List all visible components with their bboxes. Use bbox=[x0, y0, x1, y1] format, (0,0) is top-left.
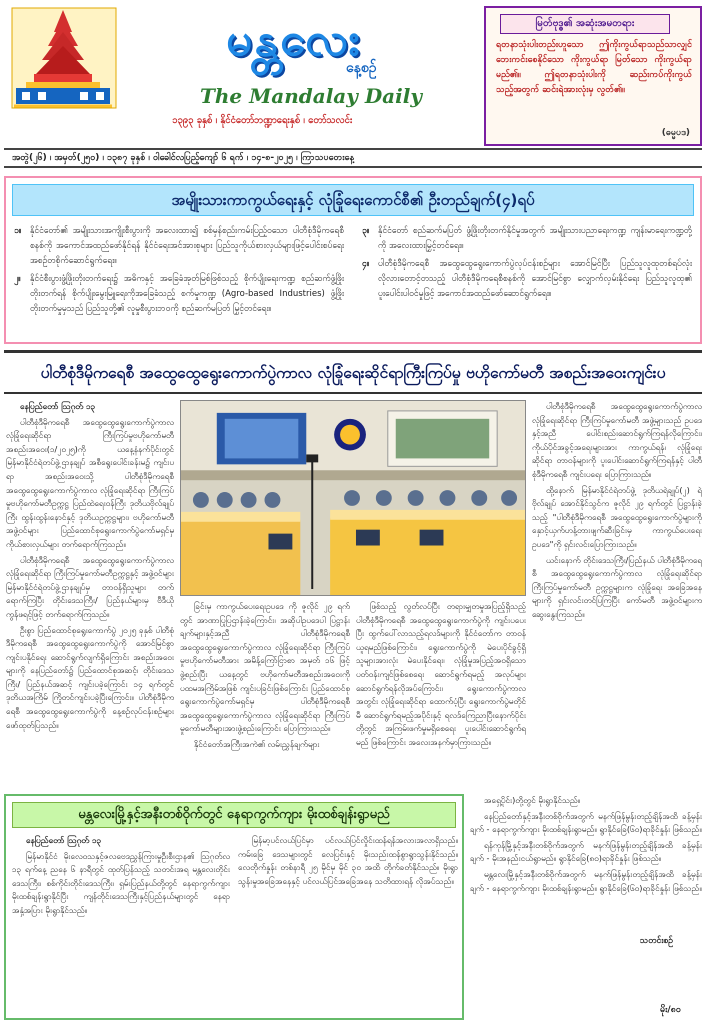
weather-signature: မိုး/၈၀ bbox=[660, 1005, 681, 1015]
paragraph: မြန်မာနိုင်ငံ မိုးလေဝသနှင့်ဇလဗေဒညွှန်ကြားမှုဦးစီးဌာန၏ ဩဂုတ်လ ၁၃ ရက်နေ့ ညနေ ၆ နာရီတွင် ထုတ်ပြန်သည့် သတင်းအရ မန္တလေးတိုင်းဒေသကြီး၊ စစ်ကိုင်းတိုင်းဒေသကြီး၊ ရှမ်းပြည်နယ်တို့တွင် နေရာကွက်ကျား မိုးထစ်ချန်းရွာနိုင်ပြီး ကျန်တိုင်းဒေသကြီးနှင့်ပြည်နယ်များတွင် နေရာအနှံ့အပြား မိုးရွာနိုင်သည်။ bbox=[12, 850, 230, 915]
policy-column-right bbox=[362, 224, 692, 305]
paragraph: မန္တလေးမြို့နှင့်အနီးတစ်ဝိုက်အတွက် မနက်ဖြန်မွန်းတည့်ချိန်အထိ ခန့်မှန်းချက် - နေရာကွက်ကျား မိုးထစ်ချန်းရွာမည်။ ရွာနိုင်ခြေ(၆၀)ရာခိုင်နှုန်း ဖြစ်သည်။ bbox=[470, 868, 702, 893]
meeting-photo bbox=[180, 400, 526, 596]
masthead bbox=[4, 2, 702, 172]
buddha-quote-box bbox=[484, 6, 702, 146]
paragraph: ပါတီစုံဒီမိုကရေစီ အထွေထွေရွေးကောက်ပွဲကာလ လုံခြုံရေးဆိုင်ရာ ကြီးကြပ်မှုကော်မတီ အဖွဲ့များသည် ဥပဒေနှင့်အညီ ပေါင်းစည်းဆောင်ရွက်ကြရန်လိုကြောင်း၊ ကိုယ်ပိုင်အခွင့်အရေးများအား ကာကွယ်ရန်၊ လုံခြုံရေးဆိုင်ရာ တာဝန်များကို ပူးပေါင်းဆောင်ရွက်ကြရန်နှင့် ပါတီစုံဒီမိုကရေစီ ကျင်းပရေး ပြောကြားသည်။ bbox=[532, 401, 702, 479]
masthead-title-english: The Mandalay Daily bbox=[200, 84, 422, 108]
weather-dateline: နေပြည်တော် ဩဂုတ် ၁၃ bbox=[26, 835, 102, 845]
paragraph: ခြင်းမှ ကာကွယ်ပေးရေးဥပဒေ ကို ဇူလိုင် ၂၉ ရက်တွင် အာဏာပြုပြဌာန်းခဲ့ကြောင်း၊ အဆိုပါဥပဒေပါ ပြဋ္ဌာန်းချက်များနှင့်အညီ ပါတီစုံဒီမိုကရေစီ အထွေထွေရွေးကောက်ပွဲကာလ လုံခြုံရေးဆိုင်ရာ ကြီးကြပ်မှုဗဟိုကော်မတီအား အမိန့်ကြော်ငြာစာ အမှတ် ၁၆ ဖြင့် ဖွဲ့စည်းပြီး ယနေ့တွင် ဗဟိုကော်မတီအစည်းအဝေးကို ပထမအကြိမ်အဖြစ် ကျင်းပခြင်းဖြစ်ကြောင်း ပြည်ထောင်စုရွေးကောက်ပွဲကော်မရှင်မှ ပါတီစုံဒီမိုကရေစီ အထွေထွေရွေးကောက်ပွဲကာလ လုံခြုံရေးဆိုင်ရာ ကြီးကြပ်မှုကော်မတီများအားဖွဲ့စည်းကြောင်း ပြောကြားသည်။ bbox=[180, 601, 350, 734]
palace-crest-logo bbox=[4, 2, 122, 120]
main-story-column-2 bbox=[180, 600, 350, 786]
paragraph: မြန်မာ့ပင်လယ်ပြင်မှာ ပင်လယ်ပြင်လှိုင်းထန်ရန်အလားအလာရှိသည်။ ကမ်းခြေ ဒေသများတွင် လေပြင်းနှင့် မိုးသည်းထန်စွာရွာသွန်းနိုင်သည်။ လေတိုက်နှုန်း တစ်နာရီ ၂၅ မိုင်မှ မိုင် ၃၀ အထိ တိုက်ခတ်နိုင်သည်။ မိုးရွာသွန်းမှုအခြေအနေနှင့် ပင်လယ်ပြင်အခြေအနေ သတိထားရန် လိုအပ်သည်။ bbox=[238, 835, 458, 886]
masthead-subtitle: နေ့စဉ် bbox=[346, 60, 377, 76]
weather-headline: မန္တလေးမြို့နှင့်အနီးတစ်ဝိုက်တွင် နေရာကွက်ကျား မိုးထစ်ချန်းရွာမည် bbox=[12, 802, 456, 828]
subhead: နိုင်ငံတော်အကြီးအကဲ၏ လမ်းညွှန်ချက်များ bbox=[194, 738, 320, 749]
main-dateline: နေပြည်တော် ဩဂုတ် ၁၃ bbox=[20, 401, 96, 411]
policy-objectives-box bbox=[4, 176, 702, 344]
weather-story-box bbox=[4, 794, 464, 1020]
main-story-column-3 bbox=[356, 600, 526, 786]
divider bbox=[4, 350, 702, 353]
paragraph: အရှေ့ပိုင်း)တို့တွင် မိုးရွာနိုင်သည်။ bbox=[484, 795, 581, 805]
policy-column-left bbox=[14, 224, 344, 320]
issue-info-bar: အတွဲ(၂၆) ၊ အမှတ်(၂၅၀) ၊ ၁၃၈၇ ခုနှစ် ၊ ဝါခေါင်လပြည့်ကျော် ၆ ရက် ၊ ၁၄-၈-၂၀၂၅ ၊ ကြာသပတေးနေ့ bbox=[4, 148, 702, 168]
paragraph: ပါတီစုံဒီမိုကရေစီ အထွေထွေရွေးကောက်ပွဲကာလ လုံခြုံရေးဆိုင်ရာ ကြီးကြပ်မှုဗဟိုကော်မတီ အစည်းအဝေး(၁/၂၀၂၅)ကို ယနေ့နံနက်ပိုင်းတွင် မြန်မာနိုင်ငံရဲတပ်ဖွဲ့ဌာနချုပ် အစီရွေးပေါင်းခန်းမ၌ ကျင်းပရာ အစည်းအဝေးသို့ ပါတီစုံဒီမိုကရေစီ အထွေထွေရွေးကောက်ပွဲကာလ လုံခြုံရေးဆိုင်ရာ ကြီးကြပ်မှုဗဟိုကော်မတီဥက္ကဋ္ဌ ပြည်ထဲရေးဝန်ကြီး ဒုတိယဗိုလ်ချုပ်ကြီး ထွန်းထွန်းနောင်နှင့် ဒုတိယဥက္ကဋ္ဌများ၊ ဗဟိုကော်မတီ အဖွဲ့ဝင်များ ပြည်ထောင်စုရွေးကောက်ပွဲကော်မရှင်မှ ကိုယ်စားလှယ်များ တက်ရောက်ကြသည်။ bbox=[6, 416, 174, 549]
policy-item: ၃။ နိုင်ငံတော် စည်ဆက်မပြတ် ဖွံ့ဖြိုးတိုးတက်နိုင်မှုအတွက် အမျိုးသားပညာရေးကဏ္ဍ ကျန်းမာရေးကဏ္ဍတို့ကို အလေးထားမြှင့်တင်ရေး။ bbox=[362, 226, 692, 251]
weather-column-1 bbox=[12, 834, 230, 1014]
policy-heading: အမျိုးသားကာကွယ်ရေးနှင့် လုံခြုံရေးကောင်စီ၏ ဦးတည်ချက်(၄)ရပ် bbox=[12, 184, 694, 216]
quote-source: (ဓမ္မပဒ) bbox=[661, 128, 690, 138]
paragraph: ပါတီစုံဒီမိုကရေစီ အထွေထွေရွေးကောက်ပွဲကာလ လုံခြုံရေးဆိုင်ရာ ကြီးကြပ်မှုကော်မတီဥက္ကဋ္ဌနှင့် အဖွဲ့ဝင်များ မြန်မာနိုင်ငံရဲတပ်ဖွဲ့ဌာနချုပ်မှ တာဝန်ရှိသူများ တက်ရောက်ကြပြီး တိုင်းဒေသကြီး/ ပြည်နယ်များမှ ဗီဒီယိုကွန်ဖရင့်ဖြင့် တက်ရောက်ကြသည်။ bbox=[6, 554, 174, 619]
paragraph: ထို့နောက် မြန်မာနိုင်ငံရဲတပ်ဖွဲ့ ဒုတိယရဲချုပ်(၂) ရဲဗိုလ်ချုပ် အောင်နိုင်သွင်က ဇူလိုင် ၂၉ ရက်တွင် ပြဋ္ဌာန်းခဲ့သည့် "ပါတီစုံဒီမိုကရေစီ အထွေထွေရွေးကောက်ပွဲများကို နှောင့်ယှက်ဟန့်တားဖျက်ဆီးခြင်းမှ ကာကွယ်ပေးရေးဥပဒေ"ကို ရှင်းလင်းပြောကြားသည်။ bbox=[532, 484, 702, 549]
main-signature: သတင်းစဉ် bbox=[640, 936, 673, 946]
paragraph: ရန်ကုန်မြို့နှင့်အနီးတစ်ဝိုက်အတွက် မနက်ဖြန်မွန်းတည့်ချိန်အထိ ခန့်မှန်းချက် - မိုးအနည်းငယ်ရွာမည်။ ရွာနိုင်ခြေ(၈၀)ရာခိုင်နှုန်း ဖြစ်သည်။ bbox=[470, 839, 702, 864]
masthead-title-myanmar: မန္တလေး bbox=[226, 12, 362, 66]
quote-title: မြတ်ဗုဒ္ဓ၏ အဆုံးအမတရား bbox=[500, 14, 670, 34]
quote-body: ရတနာသုံးပါးတည်းဟူသော ဤကိုးကွယ်ရာသည်သာလျှင် ဘေးကင်းစေနိုင်သော ကိုးကွယ်ရာ မြတ်သော ကိုးကွယ်ရာမည်၏။ ဤရတနာသုံးပါးကို ဆည်းကပ်ကိုးကွယ်သည့်အတွက် ဆင်းရဲအားလုံးမှ လွတ်၏။ bbox=[496, 40, 692, 95]
policy-item: ၁။ နိုင်ငံတော်၏ အမျိုးသားအကျိုးစီးပွားကို အလေးထား၍ စစ်မှန်စည်းကမ်းပြည့်ဝသော ပါတီစုံဒီမိုကရေစီစနစ်ကို အကောင်အထည်ဖော်နိုင်ရန် နိုင်ငံရေးအင်အားစုများ ပြည်သူကိုယ်စားလှယ်များဖြင့်ပေါင်းစပ်ရေး အစဉ်တစိုက်ဆောင်ရွက်ရေး။ bbox=[14, 226, 344, 266]
main-story-column-1 bbox=[6, 400, 174, 786]
policy-item: ၄။ ပါတီစုံဒီမိုကရေစီ အထွေထွေရွေးကောက်ပွဲလုပ်ငန်းစဉ်များ အောင်မြင်ပြီး ပြည်သူလူထုတစ်ရပ်လုံး လိုလားတောင့်တသည့် ပါတီစုံဒီမိုကရေစီစနစ်ကို အောင်မြင်စွာ လျှောက်လှမ်းနိုင်ရေး ပြည်သူလူထု၏ ပူးပေါင်းပါဝင်မှုဖြင့် အကောင်အထည်ဖော်ဆောင်ရွက်ရေး။ bbox=[362, 259, 692, 299]
paragraph: ဖြစ်သည့် လွတ်လပ်ပြီး တရားမျှတမှုအပြည့်ရှိသည့် ပါတီစုံဒီမိုကရေစီ အထွေထွေရွေးကောက်ပွဲကို ကျင်းပပေးပြီး ထွက်ပေါ်လာသည့်ရလဒ်များကို နိုင်ငံတော်က တာဝန်ယူရမည်ဖြစ်ကြောင်း၊ ရွေးကောက်ပွဲကို မဲပေးပိုင်ခွင့်ရှိသူများအားလုံး မဲပေးနိုင်ရေး၊ လုံခြုံမှုအပြည့်အဝရှိသော ပတ်ဝန်းကျင်ဖြစ်စေရေး ဆောင်ရွက်ရမည့် အလုပ်များ ဆောင်ရွက်ရန်လိုအပ်ကြောင်း၊ ရွေးကောက်ပွဲကာလအတွင်း လုံခြုံရေးဆိုင်ရာ ထောက်ပံ့ပြီး ရွေးကောက်ပွဲမတိုင်မီ ဆောင်ရွက်ရမည့်အပိုင်းနှင့် ရလဒ်ကြေညာပြီးနောက်ပိုင်းတို့တွင် အကြမ်းဖက်မှုမရှိစေရေး ပူးပေါင်းဆောင်ရွက်ရမည် ဖြစ်ကြောင်း အလေးအနက်မှာကြားသည်။ bbox=[356, 601, 526, 747]
policy-item: ၂။ နိုင်ငံစီးပွားဖွံ့ဖြိုးတိုးတက်ရေး၌ အဓိကနှင့် အခြေခံအုတ်မြစ်ဖြစ်သည့် စိုက်ပျိုးရေးကဏ္ဍ စည်ဆက်ဖွံ့ဖြိုးတိုးတက်ရန် စိုက်ပျိုးမွေးမြူရေးကိုအခြေခံသည့် စက်မှုကဏ္ဍ (Agro-based Industries) ဖွံ့ဖြိုးတိုးတက်မှုမှသည် ပြည်သူတို့၏ လူမှုစီးပွားဘဝကို စည်ဆက်မပြတ် မြှင့်တင်ရေး။ bbox=[14, 274, 344, 314]
divider bbox=[4, 392, 702, 394]
weather-column-2 bbox=[238, 834, 458, 1014]
masthead-date-line: ၁၃၉၃ ခုနှစ် ၊ နိုင်ငံတော်ဘဏ္ဍာရေးနှစ် ၊ တော်သလင်း bbox=[172, 115, 353, 126]
paragraph: ဦးစွာ ပြည်ထောင်စုရွေးကောက်ပွဲ ၂၀၂၅ ခုနှစ် ပါတီစုံဒီမိုကရေစီ အထွေထွေရွေးကောက်ပွဲကို အောင်မြင်စွာကျင်းပနိုင်ရေး ဆောင်ရွက်လျက်ရှိကြောင်း အစည်းအဝေးများကို နေပြည်တော်၌ ပြည်ထောင်စုအဆင့်၊ တိုင်းဒေသကြီး/ ပြည်နယ်အဆင့် ကျင်းပခဲ့ကြောင်း ၁၄ ရက်တွင် ဒုတိယအကြိမ် ကြိုတင်ကျင်းပခဲ့ပြီးကြောင်း။ ပါတီစုံဒီမိုကရေစီ အထွေထွေရွေးကောက်ပွဲကို နေ့စဉ်လုပ်ငန်းစဉ်များ ဖော်ထုတ်ပြသည်။ bbox=[6, 624, 174, 730]
paragraph: နေပြည်တော်နှင့်အနီးတစ်ဝိုက်အတွက် မနက်ဖြန်မွန်းတည့်ချိန်အထိ ခန့်မှန်းချက် - နေရာကွက်ကျား မိုးထစ်ချန်းရွာမည်။ ရွာနိုင်ခြေ(၆၀)ရာခိုင်နှုန်း ဖြစ်သည်။ bbox=[470, 810, 702, 835]
main-headline: ပါတီစုံဒီမိုကရေစီ အထွေထွေရွေးကောက်ပွဲကာလ လုံခြုံရေးဆိုင်ရာကြီးကြပ်မှု ဗဟိုကော်မတီ အစည်းအဝေးကျင်းပ bbox=[40, 364, 666, 382]
weather-column-3 bbox=[470, 794, 702, 1000]
paragraph: ယင်းနောက် တိုင်းဒေသကြီး/ပြည်နယ် ပါတီစုံဒီမိုကရေစီ အထွေထွေရွေးကောက်ပွဲကာလ လုံခြုံရေးဆိုင်ရာ ကြီးကြပ်မှုကော်မတီ ဥက္ကဋ္ဌများက လုံခြုံရေး အခြေအနေများကို ရှင်းလင်းတင်ပြကြပြီး ကော်မတီ အဖွဲ့ဝင်များက ဆွေးနွေးကြသည်။ bbox=[532, 554, 702, 619]
